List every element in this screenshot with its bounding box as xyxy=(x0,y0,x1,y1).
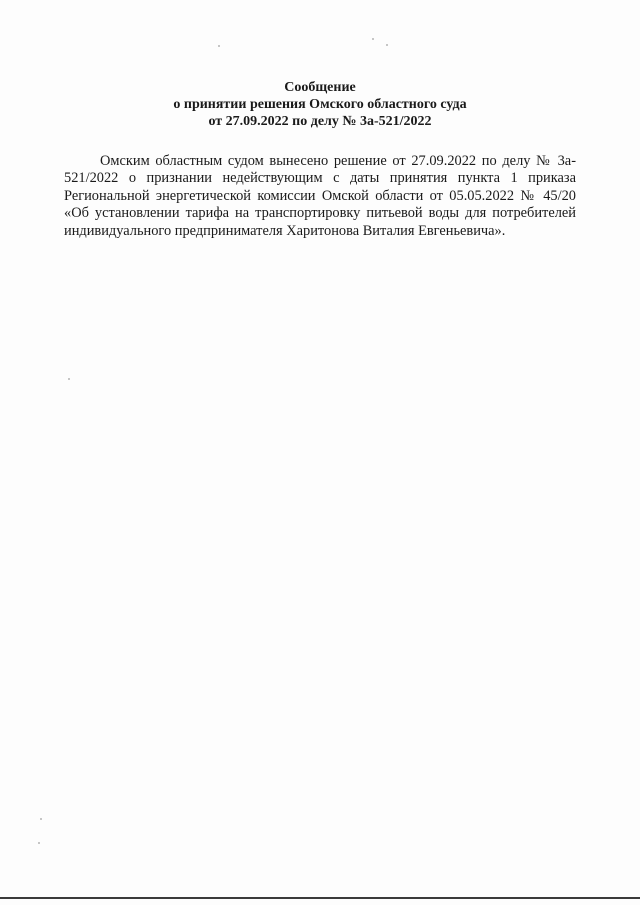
paragraph-line: Региональной энергетической комиссии Омской области от 05.05.2022 № 45/20 xyxy=(64,187,576,204)
scan-speck xyxy=(386,44,388,46)
scan-bottom-edge xyxy=(0,897,640,899)
heading-title: Сообщение xyxy=(284,80,356,95)
scan-speck xyxy=(68,378,70,380)
heading-case-reference: от 27.09.2022 по делу № 3а-521/2022 xyxy=(208,114,432,129)
paragraph-line: «Об установлении тарифа на транспортировку питьевой воды для потребителей xyxy=(64,205,576,222)
scan-speck xyxy=(38,842,40,844)
paragraph-line: Омским областным судом вынесено решение от 27.09.2022 по делу № 3а- xyxy=(100,153,576,169)
paragraph-line: индивидуального предпринимателя Харитонова Виталия Евгеньевича». xyxy=(64,222,506,239)
heading-subtitle: о принятии решения Омского областного суда xyxy=(173,97,467,112)
paragraph-line: 521/2022 о признании недействующим с даты принятия пункта 1 приказа xyxy=(64,170,576,187)
scan-speck xyxy=(218,45,220,47)
scan-speck xyxy=(40,818,42,820)
document-heading xyxy=(64,79,576,130)
message-paragraph xyxy=(64,153,576,240)
scan-speck xyxy=(372,38,374,40)
